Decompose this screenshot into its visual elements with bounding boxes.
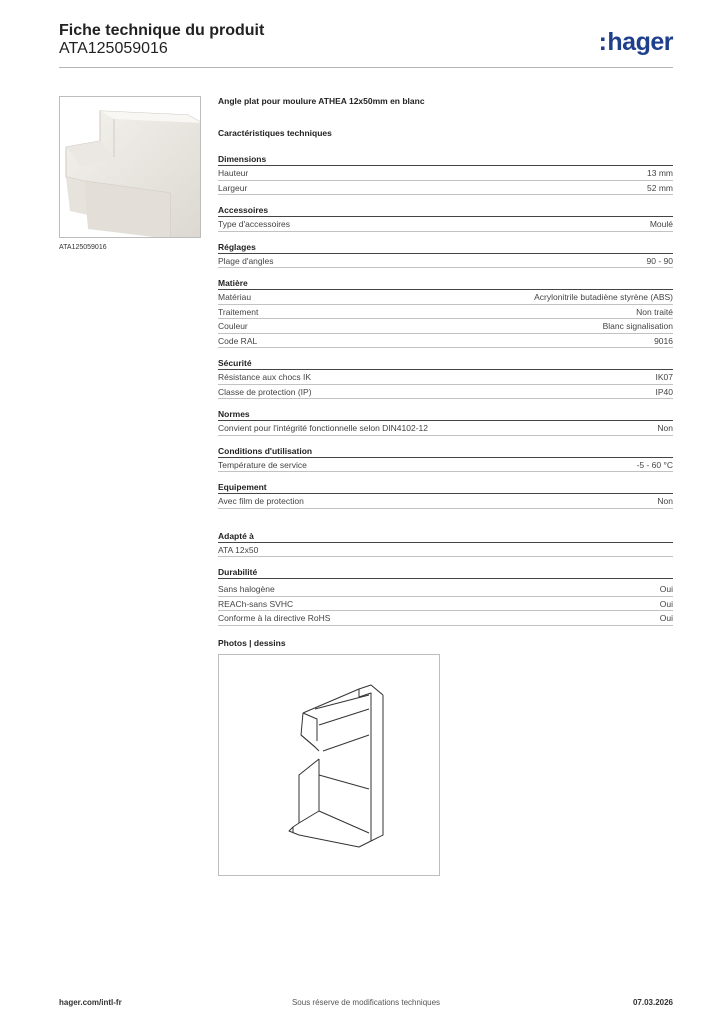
spec-label: Température de service [218,459,307,470]
spec-value: Non traité [636,306,673,317]
spec-label: Traitement [218,306,259,317]
spec-value: 52 mm [647,182,673,193]
spec-group-dimensions [218,153,673,195]
spec-value: IP40 [655,386,673,397]
spec-value: 13 mm [647,168,673,178]
document-title: Fiche technique du produit [59,22,265,39]
product-photo-icon [60,97,201,238]
footer-website[interactable]: hager.com/intl-fr [59,998,122,1007]
group-title: Matière [218,277,673,290]
technical-drawing [218,654,440,876]
footer-notice: Sous réserve de modifications techniques [291,998,441,1007]
spec-label: Hauteur [218,168,249,178]
spec-row [218,385,673,400]
spec-group-conditions [218,445,673,473]
spec-group-matiere [218,277,673,348]
group-title: Réglages [218,241,673,254]
spec-value: IK07 [655,372,673,382]
spec-row [218,597,673,612]
spec-value: Oui [659,598,673,609]
logo-text: hager [607,28,673,56]
group-title: Durabilité [218,566,673,579]
spec-row [218,254,673,269]
spec-row [218,334,673,349]
spec-value: Non [657,423,673,433]
spec-label: Sans halogène [218,584,275,594]
product-description: Angle plat pour moulure ATHEA 12x50mm en blanc [218,96,425,106]
spec-label: Type d'accessoires [218,219,291,229]
spec-value: 9016 [654,335,673,346]
spec-label: Classe de protection (IP) [218,386,312,397]
spec-label: Couleur [218,321,248,331]
photos-title: Photos | dessins [218,637,286,648]
spec-value: Acrylonitrile butadiène styrène (ABS) [534,292,673,302]
group-title: Dimensions [218,153,673,166]
spec-row [218,305,673,320]
spec-group-adapte [218,530,673,558]
spec-value: Non [657,496,673,506]
spec-label: Conforme à la directive RoHS [218,613,331,623]
group-title: Conditions d'utilisation [218,445,673,458]
drawing-icon [219,655,439,875]
spec-label: Convient pour l'intégrité fonctionnelle selon DIN4102-12 [218,423,429,433]
spec-value: Blanc signalisation [602,321,673,331]
spec-row [218,319,673,334]
product-reference: ATA125059016 [59,40,168,57]
spec-label: Largeur [218,182,248,193]
spec-group-reglages [218,241,673,269]
thumbnail-caption: ATA125059016 [59,244,107,251]
spec-value: Oui [659,584,673,594]
spec-row [218,290,673,305]
group-title: Equipement [218,481,673,494]
specs-title: Caractéristiques techniques [218,128,332,138]
spec-value: Moulé [649,219,673,229]
spec-row [218,458,673,473]
section-gap [218,518,673,530]
logo-colon-icon: : [598,28,607,56]
spec-group-durabilite [218,566,673,626]
spec-group-securite [218,357,673,399]
product-thumbnail [59,96,201,238]
spec-row [218,611,673,626]
spec-content [218,96,673,876]
spec-row [218,494,673,509]
spec-row [218,421,673,436]
group-title: Accessoires [218,204,673,217]
spec-group-accessoires [218,204,673,232]
spec-label: Matériau [218,292,252,302]
spec-label: Plage d'angles [218,255,274,266]
spec-group-normes [218,408,673,436]
footer-date: 07.03.2026 [632,998,673,1007]
spec-row [218,181,673,196]
spec-row [218,582,673,597]
group-title: Normes [218,408,673,421]
spec-label: REACh-sans SVHC [218,598,294,609]
spec-value: 90 - 90 [646,255,673,266]
hager-logo [599,28,673,57]
spec-label: Résistance aux chocs IK [218,372,312,382]
spec-group-equipement [218,481,673,509]
spec-value: -5 - 60 °C [636,459,673,470]
spec-label: Avec film de protection [218,496,304,506]
spec-value: Oui [659,613,673,623]
spec-label: Code RAL [218,335,258,346]
page-header [59,22,673,68]
spec-row [218,543,673,558]
group-title: Adapté à [218,530,673,543]
spec-label: ATA 12x50 [218,544,259,555]
spec-row [218,217,673,232]
spec-row [218,370,673,385]
group-title: Sécurité [218,357,673,370]
spec-row [218,166,673,181]
